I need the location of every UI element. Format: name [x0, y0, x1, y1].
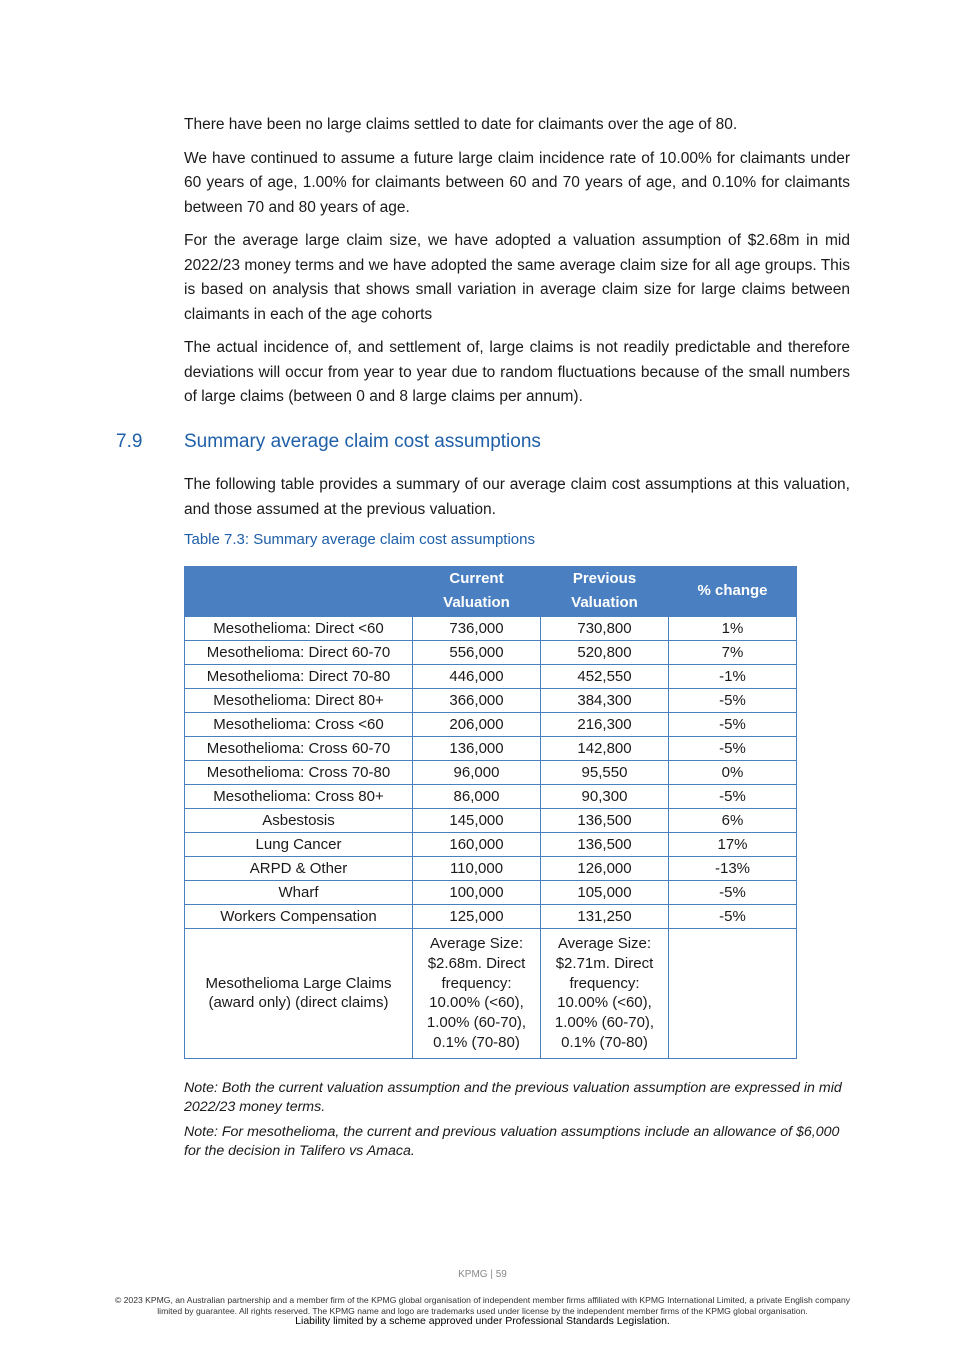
- table-row: [185, 761, 797, 785]
- percent-change: 7%: [669, 641, 797, 665]
- current-value: 366,000: [413, 689, 541, 713]
- previous-value: 136,500: [541, 809, 669, 833]
- cell-line: Average Size:: [557, 935, 652, 952]
- section-intro: The following table provides a summary of our average claim cost assumptions at this valuation, and those assumed at the previous valuation.: [184, 476, 850, 518]
- cell-line: 0.1% (70-80): [561, 1033, 648, 1051]
- section-title: Summary average claim cost assumptions: [184, 431, 541, 452]
- table-row: [185, 833, 797, 857]
- percent-change: [669, 929, 797, 1059]
- previous-value: 105,000: [541, 881, 669, 905]
- previous-value: 520,800: [541, 641, 669, 665]
- cell-line: 10.00% (<60),: [429, 994, 524, 1012]
- cell-line: 10.00% (<60),: [557, 994, 652, 1012]
- percent-change: 6%: [669, 809, 797, 833]
- previous-value: 95,550: [541, 761, 669, 785]
- table-row: [185, 665, 797, 689]
- percent-change: -5%: [669, 881, 797, 905]
- table-row: [185, 809, 797, 833]
- current-value: 136,000: [413, 737, 541, 761]
- previous-value: 131,250: [541, 905, 669, 929]
- previous-value: 216,300: [541, 713, 669, 737]
- header-current: Current Valuation: [413, 567, 541, 617]
- footer-liability: Liability limited by a scheme approved under Professional Standards Legislation.: [295, 1315, 670, 1327]
- header-previous: Previous Valuation: [541, 567, 669, 617]
- table-header-row: [185, 567, 797, 617]
- row-label: ARPD & Other: [185, 857, 413, 881]
- section-number: 7.9: [116, 431, 143, 452]
- previous-value: 136,500: [541, 833, 669, 857]
- cell-line: $2.71m. Direct: [555, 954, 654, 972]
- cell-line: (award only) (direct claims): [208, 994, 389, 1012]
- previous-value: 730,800: [541, 617, 669, 641]
- current-value: 446,000: [413, 665, 541, 689]
- table-row: [185, 713, 797, 737]
- previous-value: 384,300: [541, 689, 669, 713]
- previous-value: 452,550: [541, 665, 669, 689]
- current-value: [413, 929, 541, 1059]
- percent-change: 17%: [669, 833, 797, 857]
- row-label: Mesothelioma: Cross 60-70: [185, 737, 413, 761]
- percent-change: -13%: [669, 857, 797, 881]
- cell-line: frequency:: [441, 974, 512, 992]
- cell-line: Mesothelioma Large Claims: [205, 974, 392, 992]
- current-value: 206,000: [413, 713, 541, 737]
- table-row: [185, 617, 797, 641]
- assumptions-table: [184, 566, 797, 1059]
- row-label: Mesothelioma: Direct 80+: [185, 689, 413, 713]
- row-label: Workers Compensation: [185, 905, 413, 929]
- table-caption: Table 7.3: Summary average claim cost assumptions: [184, 531, 535, 548]
- current-value: 96,000: [413, 761, 541, 785]
- note: Note: Both the current valuation assumption and the previous valuation assumption are expressed in mid 2022/23 money terms.: [184, 1079, 842, 1115]
- table-row: [185, 689, 797, 713]
- table-row: [185, 905, 797, 929]
- table-row: [185, 737, 797, 761]
- current-value: 110,000: [413, 857, 541, 881]
- cell-line: $2.68m. Direct: [427, 954, 526, 972]
- paragraph: For the average large claim size, we have adopted a valuation assumption of $2.68m in mid 2022/23 money terms and we have adopted the same average claim size for all age groups. This is based on analysis that shows small variation in average claim size for large claims between claimants in each of the age cohorts: [184, 232, 850, 323]
- row-label: Wharf: [185, 881, 413, 905]
- percent-change: -5%: [669, 905, 797, 929]
- previous-value: 90,300: [541, 785, 669, 809]
- section-body: [184, 473, 850, 1167]
- percent-change: -5%: [669, 737, 797, 761]
- cell-line: Average Size:: [429, 935, 524, 952]
- note: Note: For mesothelioma, the current and previous valuation assumptions include an allowance of $6,000 for the decision in Talifero vs Amaca.: [184, 1123, 840, 1159]
- current-value: 736,000: [413, 617, 541, 641]
- row-label: Mesothelioma: Direct 60-70: [185, 641, 413, 665]
- page-number: KPMG | 59: [458, 1269, 507, 1280]
- row-label: Lung Cancer: [185, 833, 413, 857]
- percent-change: -5%: [669, 689, 797, 713]
- current-value: 100,000: [413, 881, 541, 905]
- row-label: Mesothelioma: Direct <60: [185, 617, 413, 641]
- header-label: [185, 567, 413, 617]
- cell-line: 0.1% (70-80): [433, 1033, 520, 1051]
- cell-line: 1.00% (60-70),: [554, 1014, 655, 1032]
- table-row: [185, 857, 797, 881]
- table-row: [185, 641, 797, 665]
- current-value: 125,000: [413, 905, 541, 929]
- cell-line: frequency:: [569, 974, 640, 992]
- cell-line: 1.00% (60-70),: [426, 1014, 527, 1032]
- body-text-top: [184, 113, 850, 419]
- previous-value: 126,000: [541, 857, 669, 881]
- table-row: [185, 785, 797, 809]
- current-value: 556,000: [413, 641, 541, 665]
- previous-value: [541, 929, 669, 1059]
- row-label: Mesothelioma: Direct 70-80: [185, 665, 413, 689]
- percent-change: 1%: [669, 617, 797, 641]
- paragraph: We have continued to assume a future large claim incidence rate of 10.00% for claimants under 60 years of age, 1.00% for claimants between 60 and 70 years of age, and 0.10% for claimants between 70 and 80 years of age.: [184, 149, 850, 216]
- notes: [184, 1079, 850, 1161]
- current-value: 160,000: [413, 833, 541, 857]
- previous-value: 142,800: [541, 737, 669, 761]
- header-change: % change: [669, 567, 797, 617]
- percent-change: 0%: [669, 761, 797, 785]
- row-label: [185, 929, 413, 1059]
- row-label: Mesothelioma: Cross <60: [185, 713, 413, 737]
- row-label: Mesothelioma: Cross 80+: [185, 785, 413, 809]
- row-label: Mesothelioma: Cross 70-80: [185, 761, 413, 785]
- table-row-large-claims: [185, 929, 797, 1059]
- footer-copyright: © 2023 KPMG, an Australian partnership and a member firm of the KPMG global organisation of independent member firms affiliated with KPMG International Limited, a private English company limited by guarantee. All rights reserved. The KPMG name and logo are trademarks used under license by the independent member firms of the KPMG global organisation.: [114, 1295, 851, 1316]
- percent-change: -5%: [669, 713, 797, 737]
- percent-change: -5%: [669, 785, 797, 809]
- row-label: Asbestosis: [185, 809, 413, 833]
- paragraph: The actual incidence of, and settlement of, large claims is not readily predictable and therefore deviations will occur from year to year due to random fluctuations because of the small numbers of large claims (between 0 and 8 large claims per annum).: [184, 339, 850, 405]
- current-value: 145,000: [413, 809, 541, 833]
- current-value: 86,000: [413, 785, 541, 809]
- table-row: [185, 881, 797, 905]
- percent-change: -1%: [669, 665, 797, 689]
- paragraph: There have been no large claims settled to date for claimants over the age of 80.: [184, 116, 738, 133]
